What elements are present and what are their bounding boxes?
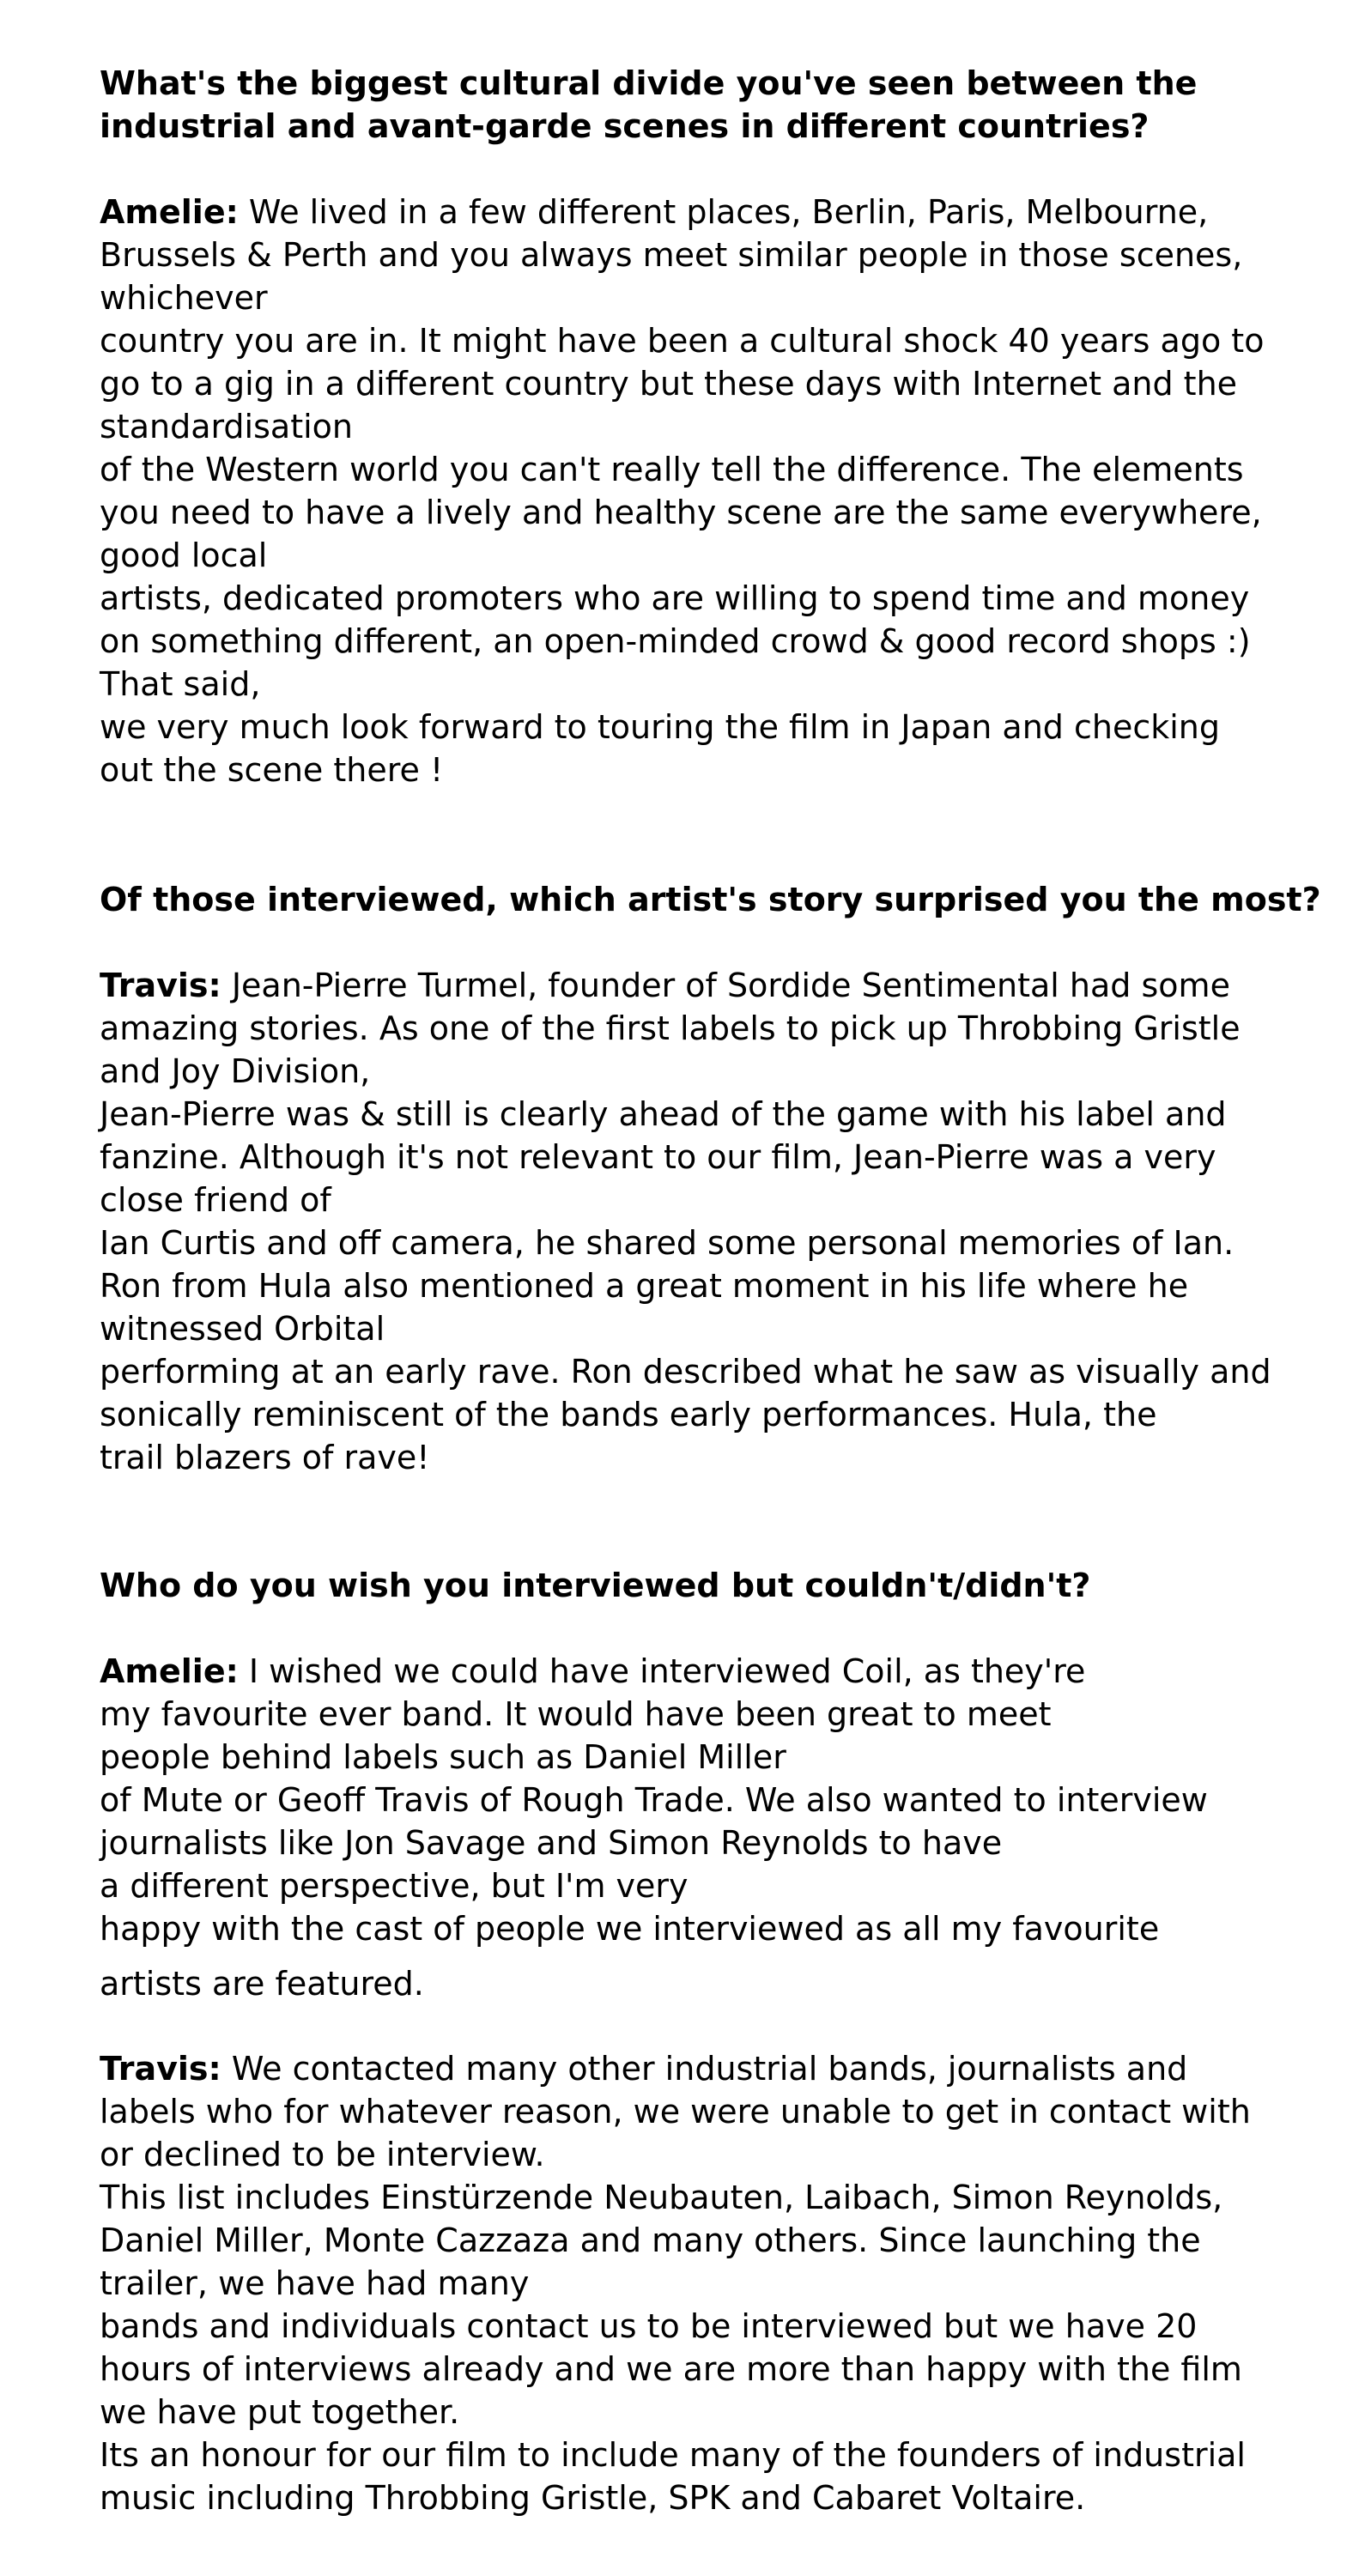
answer-line: or declined to be interview. (100, 2136, 545, 2173)
answer-line: you need to have a lively and healthy scene are the same everywhere, (100, 494, 1262, 531)
question-line: industrial and avant-garde scenes in different countries? (100, 107, 1150, 145)
answer-line: music including Throbbing Gristle, SPK and Cabaret Voltaire. (100, 2479, 1086, 2517)
answer-line: trail blazers of rave! (100, 1439, 430, 1476)
answer-line: of the Western world you can't really tell the difference. The elements (100, 451, 1244, 488)
answer-line: and Joy Division, (100, 1052, 371, 1090)
answer-line: hours of interviews already and we are more than happy with the film (100, 2350, 1242, 2388)
question-line: Of those interviewed, which artist's story surprised you the most? (100, 881, 1321, 918)
answer-3-amelie (100, 1650, 1319, 2005)
answer-line: my favourite ever band. It would have been great to meet (100, 1695, 1052, 1733)
answer-line: Ian Curtis and off camera, he shared some personal memories of Ian. (100, 1224, 1235, 1262)
answer-line: That said, (100, 665, 261, 703)
answer-text: We contacted many other industrial bands, journalists and (221, 2050, 1188, 2088)
answer-line: Brussels & Perth and you always meet similar people in those scenes, (100, 236, 1243, 274)
answer-line (100, 1650, 1319, 1693)
answer-line (100, 964, 1319, 1007)
answer-line: we have put together. (100, 2393, 460, 2431)
answer-line: journalists like Jon Savage and Simon Reynolds to have (100, 1824, 1003, 1862)
answer-line: standardisation (100, 408, 353, 445)
answer-text: Jean-Pierre Turmel, founder of Sordide Sentimental had some (221, 967, 1230, 1004)
answer-line: sonically reminiscent of the bands early performances. Hula, the (100, 1396, 1157, 1433)
answer-line: Jean-Pierre was & still is clearly ahead of the game with his label and (100, 1095, 1227, 1133)
answer-line: witnessed Orbital (100, 1310, 385, 1348)
answer-line: This list includes Einstürzende Neubauten, Laibach, Simon Reynolds, (100, 2179, 1223, 2216)
answer-line: amazing stories. As one of the first labels to pick up Throbbing Gristle (100, 1009, 1241, 1047)
answer-line: bands and individuals contact us to be interviewed but we have 20 (100, 2307, 1198, 2345)
answer-line: Ron from Hula also mentioned a great moment in his life where he (100, 1267, 1189, 1305)
question-3 (100, 1564, 1319, 1607)
answer-line: out the scene there ! (100, 751, 444, 789)
answer-line: Daniel Miller, Monte Cazzaza and many others. Since launching the (100, 2221, 1201, 2259)
question-2 (100, 878, 1319, 921)
answer-line: Its an honour for our film to include many of the founders of industrial (100, 2436, 1246, 2474)
answer-line: performing at an early rave. Ron described what he saw as visually and (100, 1353, 1271, 1391)
question-1 (100, 62, 1319, 148)
answer-line: we very much look forward to touring the film in Japan and checking (100, 708, 1220, 746)
answer-line: trailer, we have had many (100, 2264, 530, 2302)
answer-text: We lived in a few different places, Berlin, Paris, Melbourne, (238, 193, 1209, 231)
answer-1-amelie (100, 191, 1319, 791)
answer-line (100, 2047, 1319, 2090)
answer-3-travis (100, 2047, 1319, 2519)
answer-line: happy with the cast of people we interviewed as all my favourite (100, 1910, 1160, 1948)
answer-line: artists are featured. (100, 1965, 424, 2003)
answer-line (100, 191, 1319, 233)
speaker-name: Amelie: (100, 1652, 239, 1690)
speaker-name: Travis: (100, 967, 221, 1004)
answer-line: labels who for whatever reason, we were unable to get in contact with (100, 2093, 1251, 2131)
answer-text: I wished we could have interviewed Coil, as they're (238, 1652, 1086, 1690)
answer-line: whichever (100, 279, 268, 317)
speaker-name: Travis: (100, 2050, 221, 2088)
answer-line: people behind labels such as Daniel Miller (100, 1738, 786, 1776)
answer-2-travis (100, 964, 1319, 1479)
question-line: What's the biggest cultural divide you've seen between the (100, 64, 1198, 102)
answer-line: good local (100, 536, 268, 574)
answer-line: on something different, an open-minded crowd & good record shops :) (100, 622, 1251, 660)
answer-line: fanzine. Although it's not relevant to our film, Jean-Pierre was a very (100, 1138, 1216, 1176)
speaker-name: Amelie: (100, 193, 239, 231)
answer-line: a different perspective, but I'm very (100, 1867, 689, 1905)
answer-line: artists, dedicated promoters who are willing to spend time and money (100, 579, 1250, 617)
answer-line: go to a gig in a different country but these days with Internet and the (100, 365, 1238, 403)
question-line: Who do you wish you interviewed but couldn't/didn't? (100, 1567, 1091, 1604)
answer-line: close friend of (100, 1181, 331, 1219)
answer-line: of Mute or Geoff Travis of Rough Trade. We also wanted to interview (100, 1781, 1208, 1819)
answer-line: country you are in. It might have been a cultural shock 40 years ago to (100, 322, 1265, 360)
